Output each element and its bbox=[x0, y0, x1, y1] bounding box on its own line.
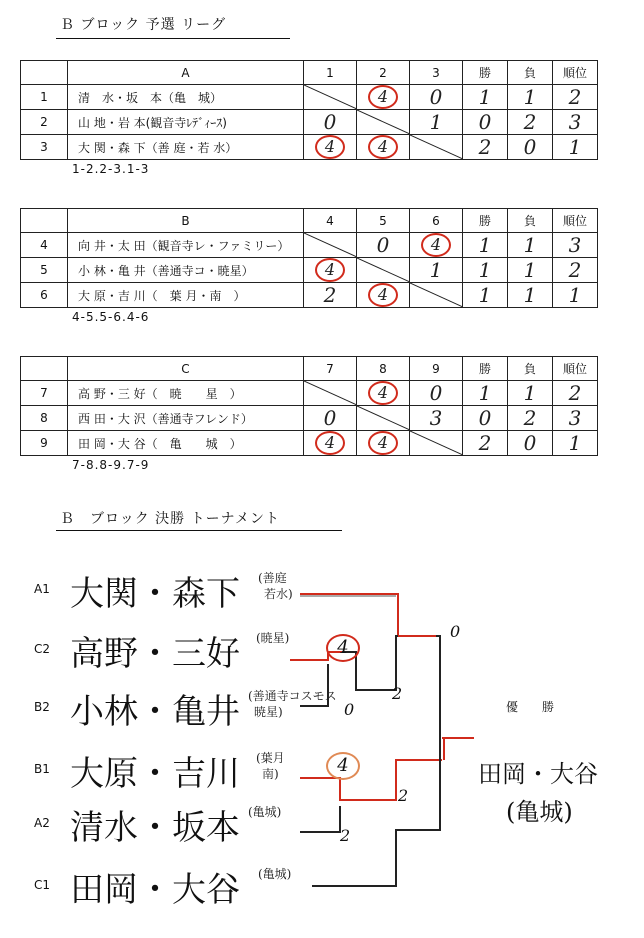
handwritten-value: 1 bbox=[478, 258, 492, 282]
bracket-pair-name: 田岡・大谷 bbox=[70, 870, 240, 910]
pair-name: 高 野・三 好（ 暁 星 ） bbox=[68, 381, 304, 406]
champion-team: (亀城) bbox=[506, 798, 573, 826]
handwritten-value: 2 bbox=[478, 135, 492, 159]
pair-name: 大 関・森 下（善 庭・若 水） bbox=[68, 135, 304, 160]
bracket-pair-name: 清水・坂本 bbox=[70, 808, 240, 848]
match-order: 4-5.5-6.4-6 bbox=[72, 310, 150, 324]
column-header: 8 bbox=[357, 357, 410, 381]
score: 0 bbox=[429, 85, 443, 109]
handwritten-value: 1 bbox=[568, 431, 582, 455]
handwritten-value: 2 bbox=[478, 431, 492, 455]
bracket-team-line1: (亀城) bbox=[258, 867, 292, 881]
handwritten-value: 1 bbox=[478, 381, 492, 405]
pair-name: 山 地・岩 本(観音寺ﾚﾃﾞｨｰｽ) bbox=[68, 110, 304, 135]
bracket-pair-name: 高野・三好 bbox=[70, 634, 240, 674]
handwritten-value: 1 bbox=[523, 283, 537, 307]
row-number: 1 bbox=[21, 85, 68, 110]
handwritten-value: 3 bbox=[568, 406, 582, 430]
handwritten-value: 1 bbox=[523, 258, 537, 282]
group-label: C bbox=[68, 357, 304, 381]
winning-score: 4 bbox=[315, 135, 345, 159]
score: 0 bbox=[376, 233, 390, 257]
row-number: 4 bbox=[21, 233, 68, 258]
score: 3 bbox=[429, 406, 443, 430]
stat-header: 順位 bbox=[553, 357, 598, 381]
stat-header: 勝 bbox=[463, 209, 508, 233]
handwritten-value: 2 bbox=[568, 258, 582, 282]
champion-name: 田岡・大谷 bbox=[478, 760, 598, 788]
row-number: 8 bbox=[21, 406, 68, 431]
handwritten-value: 0 bbox=[523, 135, 537, 159]
bracket-team-line1: (亀城) bbox=[248, 805, 282, 819]
handwritten-value: 2 bbox=[568, 85, 582, 109]
column-header: 4 bbox=[304, 209, 357, 233]
stat-header: 負 bbox=[508, 357, 553, 381]
row-number: 5 bbox=[21, 258, 68, 283]
row-number: 2 bbox=[21, 110, 68, 135]
score-semi-top: 0 bbox=[450, 622, 461, 641]
pair-name: 清 水・坂 本（亀 城） bbox=[68, 85, 304, 110]
bracket-team-line1: (善庭 bbox=[258, 571, 287, 585]
handwritten-value: 0 bbox=[523, 431, 537, 455]
handwritten-value: 1 bbox=[523, 233, 537, 257]
stat-header: 勝 bbox=[463, 61, 508, 85]
pair-name: 向 井・太 田（観音寺レ・ファミリー） bbox=[68, 233, 304, 258]
handwritten-value: 2 bbox=[568, 381, 582, 405]
score-c2-win: 4 bbox=[326, 634, 360, 662]
winning-score: 4 bbox=[421, 233, 451, 257]
winning-score: 4 bbox=[368, 85, 398, 109]
handwritten-value: 1 bbox=[478, 233, 492, 257]
score: 1 bbox=[429, 258, 443, 282]
handwritten-value: 2 bbox=[523, 406, 537, 430]
seed-label: C2 bbox=[34, 642, 51, 656]
league-title: Ｂ ブロック 予選 リーグ bbox=[60, 17, 227, 33]
score: 0 bbox=[429, 381, 443, 405]
bracket-team-line1: (暁星) bbox=[256, 631, 290, 645]
row-number: 3 bbox=[21, 135, 68, 160]
score: 0 bbox=[323, 110, 337, 134]
handwritten-value: 3 bbox=[568, 233, 582, 257]
winning-score: 4 bbox=[368, 135, 398, 159]
bracket-team-line2: 南) bbox=[262, 767, 279, 781]
column-header: 2 bbox=[357, 61, 410, 85]
pair-name: 大 原・吉 川（ 葉 月・南 ） bbox=[68, 283, 304, 308]
handwritten-value: 1 bbox=[523, 85, 537, 109]
column-header: 7 bbox=[304, 357, 357, 381]
match-order: 7-8.8-9.7-9 bbox=[72, 458, 150, 472]
score-b1-win: 4 bbox=[326, 752, 360, 780]
column-header: 1 bbox=[304, 61, 357, 85]
score-semi-bot: 2 bbox=[398, 786, 409, 805]
row-number: 6 bbox=[21, 283, 68, 308]
winning-score: 4 bbox=[315, 431, 345, 455]
handwritten-value: 1 bbox=[478, 283, 492, 307]
line-a1 bbox=[300, 594, 398, 636]
champion-label: 優 勝 bbox=[506, 700, 561, 714]
column-header: 3 bbox=[410, 61, 463, 85]
pair-name: 田 岡・大 谷（ 亀 城 ） bbox=[68, 431, 304, 456]
winning-score: 4 bbox=[315, 258, 345, 282]
handwritten-value: 1 bbox=[523, 381, 537, 405]
bracket-team-line2: 若水) bbox=[264, 587, 293, 601]
stat-header: 勝 bbox=[463, 357, 508, 381]
seed-label: A1 bbox=[34, 582, 50, 596]
stat-header: 負 bbox=[508, 61, 553, 85]
handwritten-value: 1 bbox=[568, 283, 582, 307]
line-b2 bbox=[300, 664, 328, 706]
score: 1 bbox=[429, 110, 443, 134]
handwritten-value: 0 bbox=[478, 406, 492, 430]
handwritten-value: 1 bbox=[478, 85, 492, 109]
pair-name: 西 田・大 沢（善通寺フレンド） bbox=[68, 406, 304, 431]
score: 2 bbox=[323, 283, 337, 307]
stat-header: 順位 bbox=[553, 61, 598, 85]
winning-score: 4 bbox=[368, 431, 398, 455]
bracket-pair-name: 小林・亀井 bbox=[70, 692, 240, 732]
bracket-team-line1: (善通寺コスモス bbox=[248, 689, 337, 703]
tournament-title: Ｂ ブロック 決勝 トーナメント bbox=[60, 511, 281, 527]
handwritten-value: 2 bbox=[523, 110, 537, 134]
bracket-pair-name: 大関・森下 bbox=[70, 574, 240, 614]
score-b2-lose: 0 bbox=[344, 700, 355, 719]
seed-label: B2 bbox=[34, 700, 50, 714]
bracket-team-line1: (葉月 bbox=[256, 751, 285, 765]
pair-name: 小 林・亀 井（善通寺コ・暁星） bbox=[68, 258, 304, 283]
winning-score: 4 bbox=[368, 381, 398, 405]
handwritten-value: 1 bbox=[568, 135, 582, 159]
column-header: 5 bbox=[357, 209, 410, 233]
seed-label: B1 bbox=[34, 762, 50, 776]
stat-header: 順位 bbox=[553, 209, 598, 233]
match-order: 1-2.2-3.1-3 bbox=[72, 162, 150, 176]
stat-header: 負 bbox=[508, 209, 553, 233]
line-a2 bbox=[300, 806, 340, 832]
column-header: 6 bbox=[410, 209, 463, 233]
seed-label: C1 bbox=[34, 878, 51, 892]
group-label: B bbox=[68, 209, 304, 233]
winning-score: 4 bbox=[368, 283, 398, 307]
handwritten-value: 0 bbox=[478, 110, 492, 134]
bracket-pair-name: 大原・吉川 bbox=[70, 754, 240, 794]
bracket-team-line2: 暁星) bbox=[254, 705, 283, 719]
group-label: A bbox=[68, 61, 304, 85]
row-number: 7 bbox=[21, 381, 68, 406]
handwritten-value: 3 bbox=[568, 110, 582, 134]
seed-label: A2 bbox=[34, 816, 50, 830]
score-a2-lose: 2 bbox=[340, 826, 351, 845]
line-b1 bbox=[300, 760, 442, 800]
score: 0 bbox=[323, 406, 337, 430]
score-q1-lose: 2 bbox=[392, 684, 403, 703]
row-number: 9 bbox=[21, 431, 68, 456]
column-header: 9 bbox=[410, 357, 463, 381]
